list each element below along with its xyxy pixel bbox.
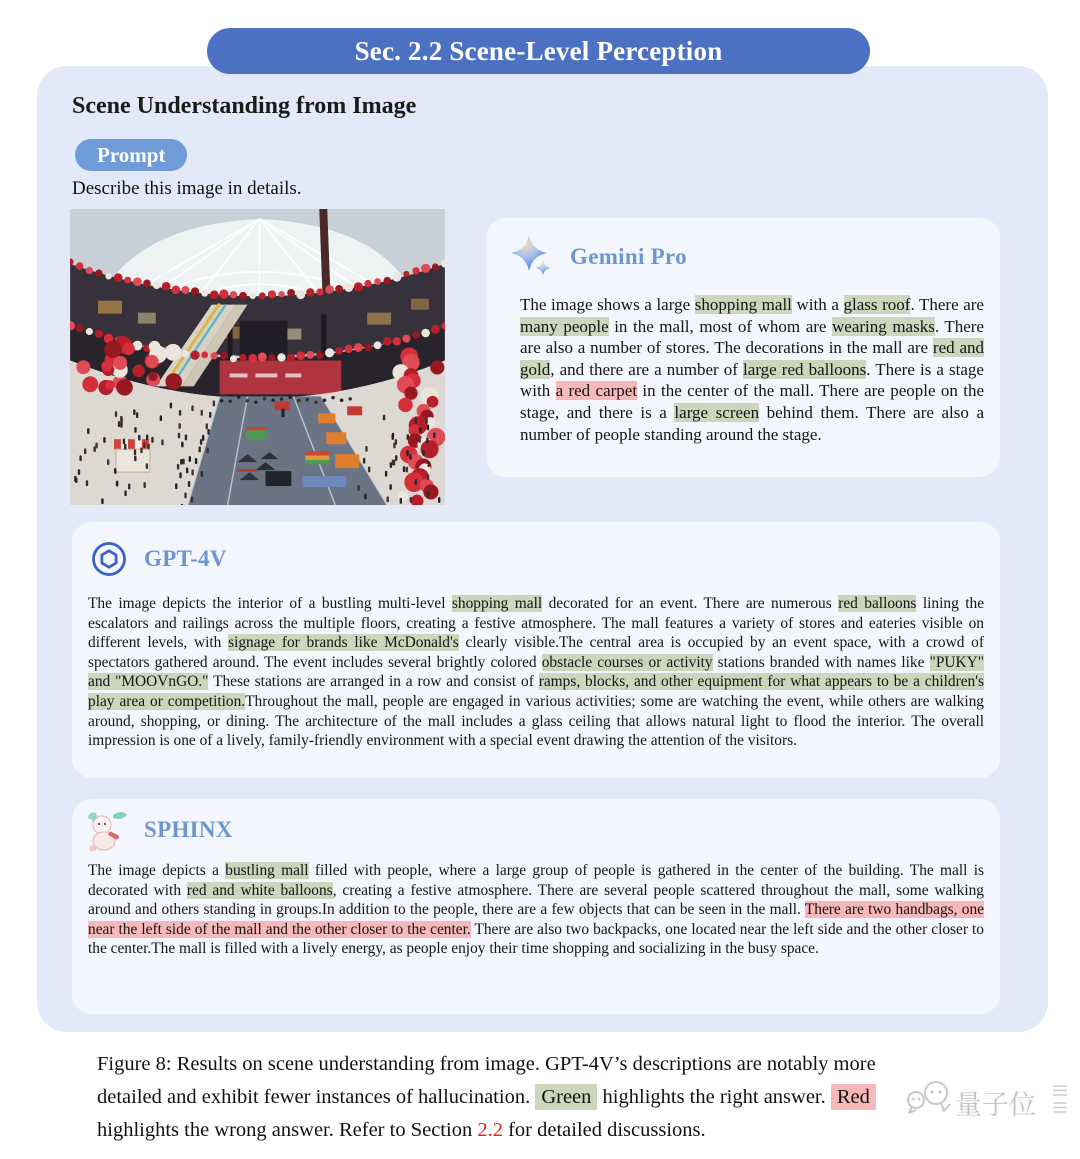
prompt-text: Describe this image in details.: [72, 178, 302, 199]
model-name-sphinx: SPHINX: [144, 817, 233, 842]
menu-lines-icon: [1053, 1086, 1067, 1112]
section-banner-label: Sec. 2.2 Scene-Level Perception: [354, 35, 723, 66]
prompt-badge-label: Prompt: [97, 142, 166, 167]
panel-gpt4v: [72, 522, 1000, 778]
gemini-response-text: The image shows a large shopping mall with a glass roof. There are many people in the mall, most of whom are wearing masks. There are also a number of stores. The decorations in the mall are red and gold, and there are a number of large red balloons. There is a stage with a red carpet in the center of the mall. There are people on the stage, and there is a large screen behind them. There are also a number of people standing around the stage.: [520, 295, 984, 444]
sphinx-response-text: The image depicts a bustling mall filled with people, where a large group of people is gathered in the center of the building. The mall is decorated with red and white balloons, creating a festive atmosphere. There are several people scattered throughout the mall, some walking around and others standing in groups.In addition to the people, there are a few objects that can be seen in the mall. There are two handbags, one near the left side of the mall and the other closer to the center. There are also two backpacks, one located near the left side and the other closer to the center.The mall is filled with a lively energy, as people enjoy their time shopping and socializing in the busy space.: [88, 862, 985, 958]
qbitai-watermark: [903, 1076, 1075, 1138]
panel-sphinx: [72, 799, 1000, 1014]
mall-photo: [70, 209, 445, 505]
sphinx-mascot-icon: [86, 807, 130, 853]
model-name-gpt4v: GPT-4V: [144, 546, 227, 571]
gpt4v-response-text: The image depicts the interior of a bustling multi-level shopping mall decorated for an event. There are numerous red balloons lining the escalators and railings across the multiple floors, creating a festive atmosphere. The mall features a variety of stores and eateries visible on different levels, with signage for brands like McDonald's clearly visible.The central area is occupied by an event space, with a crowd of spectators gathered around. The event includes several brightly colored obstacle courses or activity stations branded with names like "PUKY" and "MOOVnGO." These stations are arranged in a row and consist of ramps, blocks, and other equipment for what appears to be a children's play area or competition.Throughout the mall, people are engaged in various activities; some are watching the event, while others are walking around, shopping, or dining. The architecture of the mall includes a glass ceiling that allows natural light to flood the interior. The overall impression is one of a lively, family-friendly environment with a special event drawing the attention of the visitors.: [88, 595, 985, 750]
panel-gemini: [486, 218, 1000, 477]
gemini-sparkle-icon: [510, 234, 556, 280]
model-name-gemini: Gemini Pro: [570, 244, 687, 269]
openai-logo-icon: [88, 538, 130, 580]
prompt-badge: [75, 139, 187, 171]
wechat-bubbles-icon: [908, 1082, 950, 1113]
section-banner: [207, 28, 870, 74]
watermark-text: 量子位: [955, 1090, 1036, 1121]
page-title: Scene Understanding from Image: [72, 93, 417, 119]
figure-caption: Figure 8: Results on scene understanding from image. GPT-4V’s descriptions are notably more detailed and exhibit fewer instances of hallucination. Green highlights the right answer. Red highlights the wrong answer. Refer to Section 2.2 for detailed discussions.: [97, 1053, 876, 1141]
